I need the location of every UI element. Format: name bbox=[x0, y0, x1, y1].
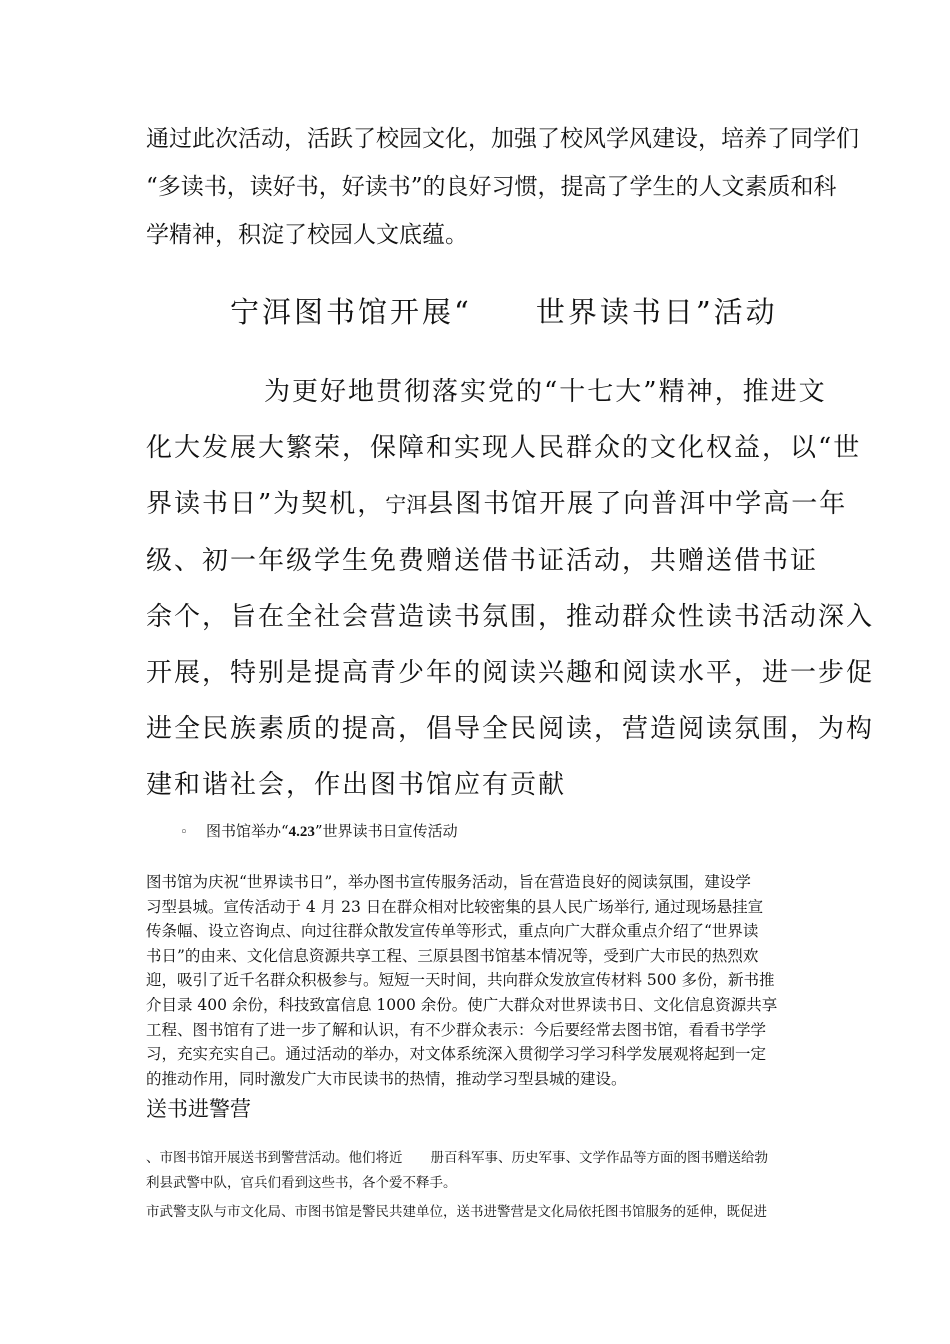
paragraph-line: 书日”的由来、文化信息资源共享工程、三原县图书馆基本情况等，受到广大市民的热烈欢 bbox=[146, 946, 759, 965]
bullet-item bbox=[180, 820, 458, 841]
intro-line: 通过此次活动，活跃了校园文化，加强了校风学风建设，培养了同学们 bbox=[146, 126, 859, 152]
paragraph-line: 市武警支队与市文化局、市图书馆是警民共建单位，送书进警营是文化局依托图书馆服务的延伸，既促进 bbox=[146, 1204, 767, 1220]
place-name: 宁洱 bbox=[385, 493, 428, 517]
main-line: 级、初一年级学生免费赠送借书证活动，共赠送借书证 bbox=[146, 546, 819, 576]
paragraph-line: 习型县城。宣传活动于 4 月 23 日在群众相对比较密集的县人民广场举行, 通过现场悬挂宣 bbox=[146, 897, 764, 916]
paragraph-line: 习，充实充实自己。通过活动的举办，对文体系统深入贯彻学习学习科学发展观将起到一定 bbox=[146, 1045, 767, 1064]
paragraph-line: 迎，吸引了近千名群众积极参与。短短一天时间，共向群众发放宣传材料 500 多份，新书推 bbox=[146, 971, 775, 990]
intro-paragraph bbox=[146, 115, 859, 259]
promotion-paragraph bbox=[146, 870, 810, 1091]
bullet-marker: ◦ bbox=[180, 825, 188, 840]
intro-line: “多读书，读好书，好读书”的良好习惯，提高了学生的人文素质和科 bbox=[146, 174, 837, 200]
main-line-segment: 界读书日”为契机， bbox=[146, 489, 386, 519]
main-line bbox=[146, 476, 848, 533]
paragraph-line: 介目录 400 余份，科技致富信息 1000 余份。使广大群众对世界读书日、文化信息资源共享 bbox=[146, 995, 778, 1014]
barracks-paragraph bbox=[146, 1146, 810, 1225]
bullet-date: 4.23 bbox=[288, 824, 315, 840]
main-line: 开展，特别是提高青少年的阅读兴趣和阅读水平，进一步促 bbox=[146, 658, 875, 688]
main-line: 余个，旨在全社会营造读书氛围，推动群众性读书活动深入 bbox=[146, 602, 875, 632]
line-segment: 、市图书馆开展送书到警营活动。他们将近 bbox=[146, 1150, 403, 1166]
bullet-prefix: 图书馆举办“ bbox=[206, 822, 289, 840]
main-line: 为更好地贯彻落实党的“十七大”精神，推进文 bbox=[264, 377, 827, 407]
paragraph-line: 的推动作用，同时激发广大市民读书的热情，推动学习型县城的建设。 bbox=[146, 1069, 627, 1088]
main-line: 进全民族素质的提高，倡导全民阅读，营造阅读氛围，为构 bbox=[146, 714, 875, 744]
main-paragraph bbox=[146, 364, 875, 813]
bullet-suffix: ”世界读书日宣传活动 bbox=[314, 822, 458, 840]
line-segment: 册百科军事、历史军事、文学作品等方面的图书赠送给勃 bbox=[430, 1150, 768, 1166]
heading-world-reading-day bbox=[230, 290, 830, 331]
paragraph-line: 传条幅、设立咨询点、向过往群众散发宣传单等形式，重点向广大群众重点介绍了“世界读 bbox=[146, 922, 759, 941]
paragraph-line: 图书馆为庆祝“世界读书日”，举办图书宣传服务活动，旨在营造良好的阅读氛围，建设学 bbox=[146, 873, 751, 891]
main-line: 化大发展大繁荣，保障和实现人民群众的文化权益，以“世 bbox=[146, 433, 862, 463]
paragraph-line: 工程、图书馆有了进一步了解和认识，有不少群众表示：今后要经常去图书馆，看看书学学 bbox=[146, 1020, 767, 1039]
paragraph-line: 利县武警中队，官兵们看到这些书，各个爱不释手。 bbox=[146, 1175, 457, 1191]
main-line-segment: 县图书馆开展了向普洱中学高一年 bbox=[427, 489, 848, 519]
heading-books-to-barracks: 送书进警营 bbox=[146, 1097, 251, 1121]
paragraph-line bbox=[146, 1146, 810, 1171]
heading-part-2: 世界读书日”活动 bbox=[535, 295, 778, 329]
heading-part-1: 宁洱图书馆开展“ bbox=[230, 295, 472, 329]
main-line: 建和谐社会，作出图书馆应有贡献 bbox=[146, 770, 567, 800]
intro-line: 学精神，积淀了校园人文底蕴。 bbox=[146, 222, 468, 248]
